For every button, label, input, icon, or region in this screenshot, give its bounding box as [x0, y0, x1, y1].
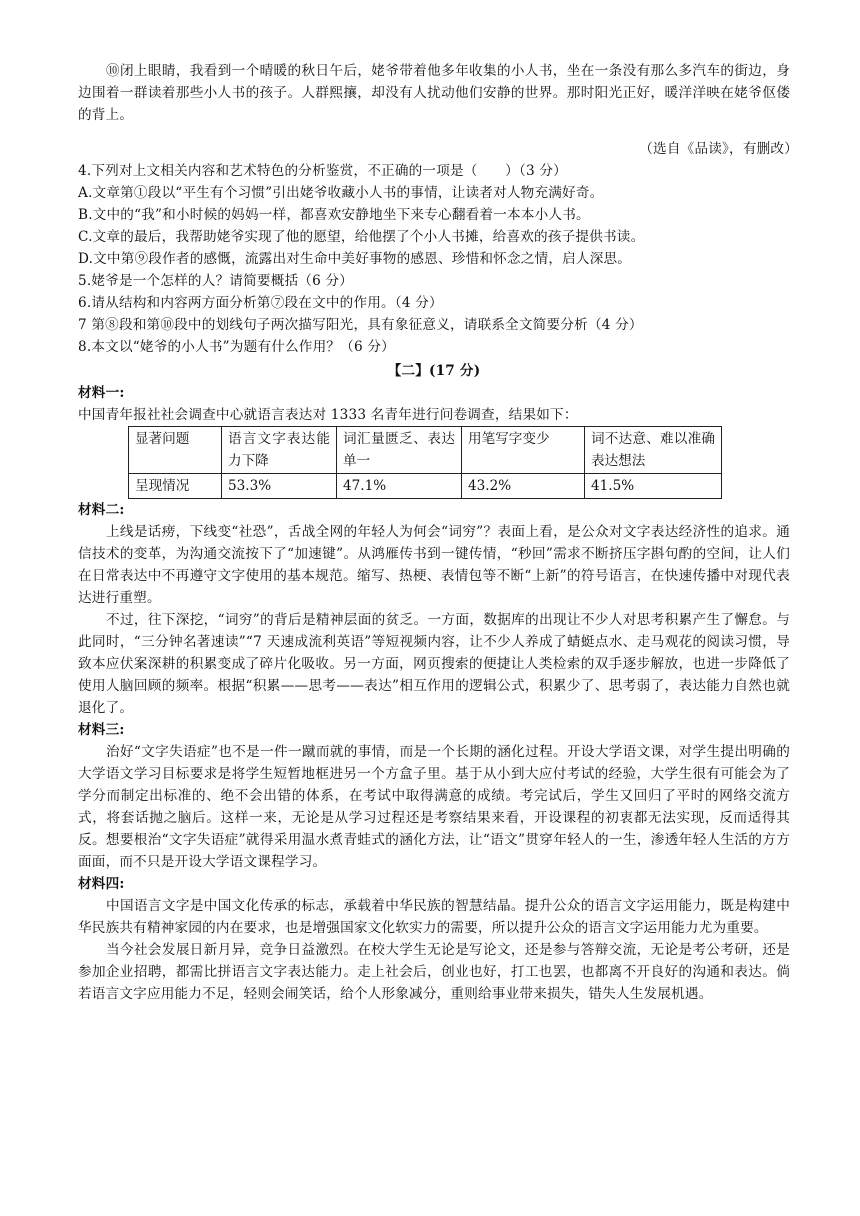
table-cell: 43.2%	[462, 474, 585, 499]
option-b: B.文中的“我”和小时候的妈妈一样，都喜欢安静地坐下来专心翻看着一本本小人书。	[78, 207, 590, 223]
table-cell: 41.5%	[585, 474, 722, 499]
survey-table	[128, 426, 722, 499]
question-list	[78, 160, 790, 358]
table-cell: 词汇量匮乏、表达单一	[337, 427, 462, 474]
passage-paragraph-10: ⑩闭上眼睛，我看到一个晴暖的秋日午后，姥爷带着他多年收集的小人书，坐在一条没有那么多汽车的街边，身边围着一群读着那些小人书的孩子。人群熙攘，却没有人扰动他们安静的世界。那时阳光正好，暖洋洋映在姥爷伛偻的背上。	[78, 63, 790, 123]
table-header-row	[129, 427, 722, 474]
material-2-paragraph: 上线是话痨，下线变“社恐”，舌战全网的年轻人为何会“词穷”？表面上看，是公众对文字表达经济性的追求。通信技术的变革，为沟通交流按下了“加速键”。从鸿雁传书到一键传情，“秒回”需求不断挤压字斟句酌的空间，让人们在日常表达中不再遵守文字使用的基本规范。缩写、热梗、表情包等不断“上新”的符号语言，在快速传播中对现代表达进行重塑。	[78, 524, 790, 606]
question-5: 5.姥爷是一个怎样的人？请简要概括（6 分）	[78, 273, 354, 289]
material-3-label: 材料三:	[78, 722, 125, 738]
question-6: 6.请从结构和内容两方面分析第⑦段在文中的作用。（4 分）	[78, 295, 443, 311]
material-2-label: 材料二:	[78, 502, 125, 518]
table-cell: 语言文字表达能力下降	[222, 427, 337, 474]
option-a: A.文章第①段以“平生有个习惯”引出姥爷收藏小人书的事情，让读者对人物充满好奇。	[78, 185, 604, 201]
table-row	[129, 474, 722, 499]
material-4-paragraph: 中国语言文字是中国文化传承的标志，承载着中华民族的智慧结晶。提升公众的语言文字运用能力，既是构建中华民族共有精神家园的内在要求，也是增强国家文化软实力的需要，所以提升公众的语言文字运用能力尤为重要。	[78, 898, 790, 936]
table-cell: 用笔写字变少	[462, 427, 585, 474]
passage-source: （选自《品读》，有删改）	[639, 141, 798, 157]
material-1-label: 材料一:	[78, 385, 125, 401]
option-d: D.文中第⑨段作者的感慨，流露出对生命中美好事物的感恩、珍惜和怀念之情，启人深思。	[78, 251, 632, 267]
material-1-intro: 中国青年报社社会调查中心就语言表达对 1333 名青年进行问卷调查，结果如下：	[78, 407, 578, 423]
section-title: 【二】(17 分)	[387, 363, 481, 379]
table-cell: 呈现情况	[129, 474, 222, 499]
table-cell: 词不达意、难以准确表达想法	[585, 427, 722, 474]
table-cell: 47.1%	[337, 474, 462, 499]
material-3-paragraph: 治好“文字失语症”也不是一件一蹴而就的事情，而是一个长期的涵化过程。开设大学语文课，对学生提出明确的大学语文学习目标要求是将学生短暂地框进另一个方盒子里。基于从小到大应付考试的经验，大学生很有可能会为了学分而制定出标准的、绝不会出错的体系，在考试中取得满意的成绩。考完试后，学生又回归了平时的网络交流方式，将套话抛之脑后。这样一来，无论是从学习过程还是考察结果来看，开设课程的初衷都无法实现，反而适得其反。想要根治“文字失语症”就得采用温水煮青蛙式的涵化方法，让“语文”贯穿年轻人的一生，渗透年轻人生活的方方面面，而不只是开设大学语文课程学习。	[78, 744, 790, 870]
table-cell: 显著问题	[129, 427, 222, 474]
question-4: 4.下列对上文相关内容和艺术特色的分析鉴赏，不正确的一项是（ ）（3 分）	[78, 163, 567, 179]
document-page	[78, 60, 798, 1005]
material-4-paragraph: 当今社会发展日新月异，竞争日益激烈。在校大学生无论是写论文，还是参与答辩交流，无论是考公考研，还是参加企业招聘，都需比拼语言文字表达能力。走上社会后，创业也好，打工也罢，也都离不开良好的沟通和表达。倘若语言文字应用能力不足，轻则会闹笑话，给个人形象减分，重则给事业带来损失，错失人生发展机遇。	[78, 942, 790, 1002]
material-4-label: 材料四:	[78, 876, 125, 892]
question-7: 7 第⑧段和第⑩段中的划线句子两次描写阳光，具有象征意义，请联系全文简要分析（4 分）	[78, 317, 643, 333]
table-cell: 53.3%	[222, 474, 337, 499]
question-8: 8.本文以“姥爷的小人书”为题有什么作用？（6 分）	[78, 339, 395, 355]
option-c: C.文章的最后，我帮助姥爷实现了他的愿望，给他摆了个小人书摊，给喜欢的孩子提供书读。	[78, 229, 645, 245]
material-2-paragraph: 不过，往下深挖，“词穷”的背后是精神层面的贫乏。一方面，数据库的出现让不少人对思考积累产生了懈怠。与此同时，“三分钟名著速读”“7 天速成流利英语”等短视频内容，让不少人养成了蜻蜓点水、走马观花的阅读习惯，导致本应伏案深耕的积累变成了碎片化吸收。另一方面，网页搜索的便捷让人类检索的双手逐步解放，也进一步降低了使用人脑回顾的频率。根据“积累——思考——表达”相互作用的逻辑公式，积累少了、思考弱了，表达能力自然也就退化了。	[78, 612, 790, 716]
